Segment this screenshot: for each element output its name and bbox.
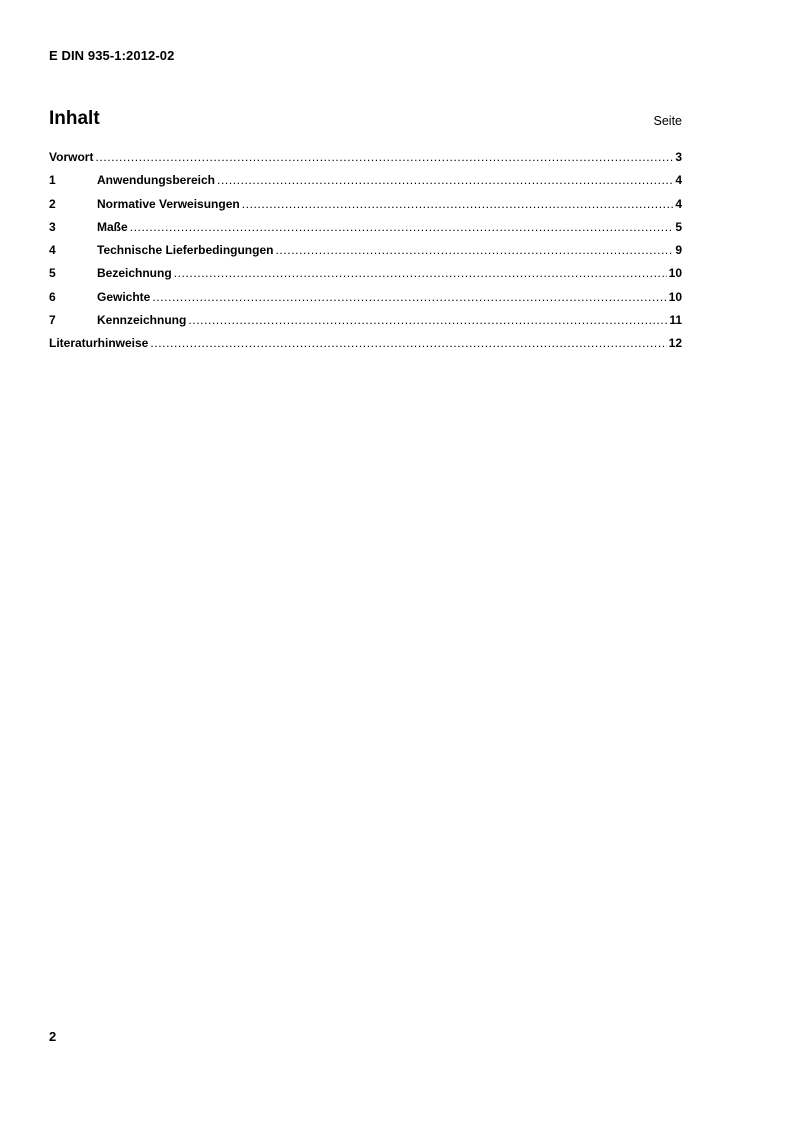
toc-entry-number: 5 xyxy=(49,266,56,281)
toc-entry-3[interactable] xyxy=(49,220,682,243)
toc-entry-page: 4 xyxy=(675,173,682,188)
toc-dot-leader xyxy=(217,173,673,187)
toc-entry-7[interactable] xyxy=(49,313,682,336)
toc-entry-title: Bezeichnung xyxy=(97,266,172,281)
toc-entry-number: 2 xyxy=(49,196,56,211)
toc-dot-leader xyxy=(188,313,667,327)
toc-page-column-label: Seite xyxy=(653,114,682,128)
toc-entry-number: 7 xyxy=(49,313,56,328)
toc-entry-number: 6 xyxy=(49,289,56,304)
toc-entry-6[interactable] xyxy=(49,290,682,313)
toc-dot-leader xyxy=(174,266,667,280)
toc-entry-page: 10 xyxy=(668,266,682,281)
toc-dot-leader xyxy=(130,220,674,234)
toc-heading: Inhalt xyxy=(49,108,100,129)
toc-dot-leader xyxy=(275,243,673,257)
toc-entry-literaturhinweise[interactable] xyxy=(49,336,682,359)
page-number: 2 xyxy=(49,1029,57,1044)
toc-entry-page: 5 xyxy=(675,219,682,234)
toc-entry-number: 1 xyxy=(49,173,56,188)
toc-entry-title: Normative Verweisungen xyxy=(97,196,240,211)
toc-entry-page: 9 xyxy=(675,243,682,258)
toc-entry-title: Anwendungsbereich xyxy=(97,173,216,188)
toc-entry-title: Maße xyxy=(97,219,128,234)
toc-entry-title: Vorwort xyxy=(49,150,94,164)
toc-dot-leader xyxy=(242,197,674,211)
toc-entry-1[interactable] xyxy=(49,173,682,196)
toc-dot-leader xyxy=(152,290,666,304)
toc-dot-leader xyxy=(150,336,666,350)
toc-entry-number: 4 xyxy=(49,243,56,258)
toc-entry-title: Technische Lieferbedingungen xyxy=(97,243,274,258)
toc-dot-leader xyxy=(95,150,673,164)
toc-entry-5[interactable] xyxy=(49,266,682,289)
toc-entry-page: 4 xyxy=(675,196,682,211)
toc-entry-title: Literaturhinweise xyxy=(49,336,149,351)
toc-entry-2[interactable] xyxy=(49,197,682,220)
toc-entry-title: Kennzeichnung xyxy=(97,313,187,328)
toc-entry-page: 3 xyxy=(675,150,682,164)
toc-entry-page: 10 xyxy=(668,289,682,304)
toc-entry-vorwort[interactable] xyxy=(49,150,682,173)
table-of-contents xyxy=(49,150,682,360)
document-id: E DIN 935-1:2012-02 xyxy=(49,48,175,63)
toc-entry-number: 3 xyxy=(49,219,56,234)
toc-entry-4[interactable] xyxy=(49,243,682,266)
toc-entry-page: 11 xyxy=(669,313,682,328)
toc-entry-title: Gewichte xyxy=(97,289,151,304)
toc-entry-page: 12 xyxy=(668,336,682,351)
